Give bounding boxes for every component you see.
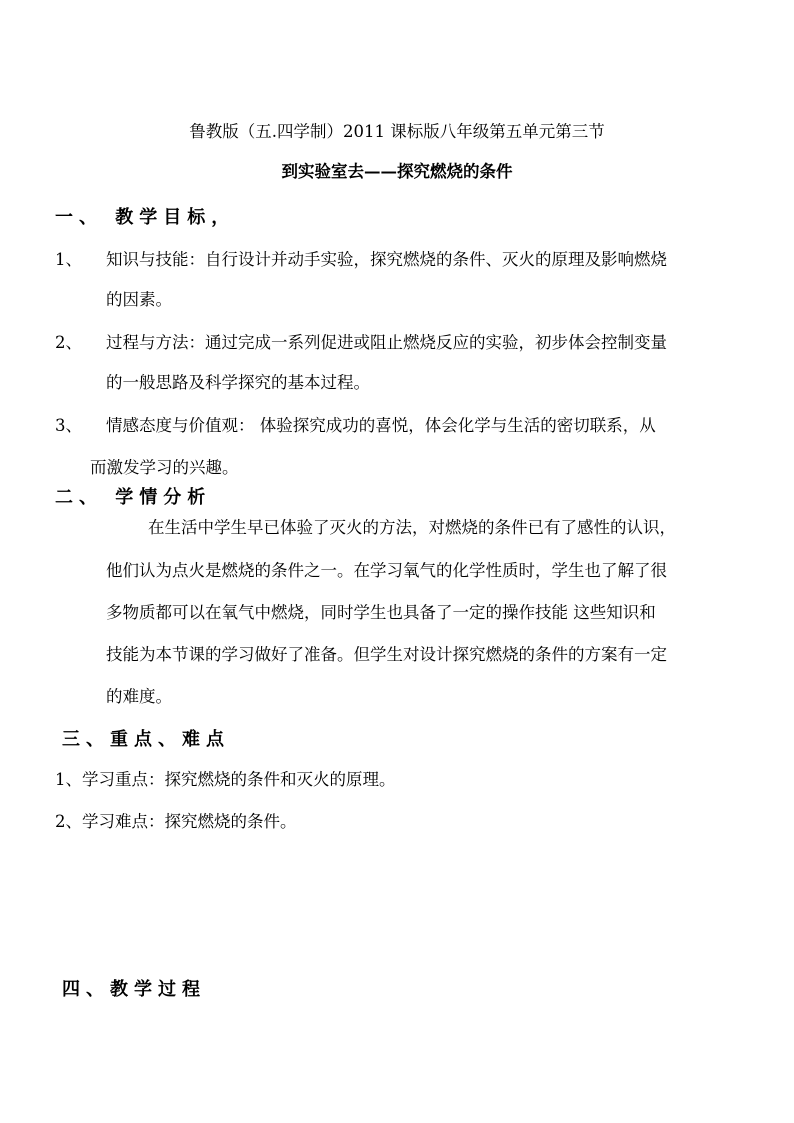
section1-item2-line1: 过程与方法：通过完成一系列促进或阻止燃烧反应的实验，初步体会控制变量 xyxy=(106,333,667,352)
section4-heading: 四、教学过程 xyxy=(62,979,206,1000)
section1-item3-number: 3、 xyxy=(55,416,82,435)
document-title: 到实验室去——探究燃烧的条件 xyxy=(281,162,513,181)
section3-item2: 2、学习难点：探究燃烧的条件。 xyxy=(55,812,297,831)
section2-line5: 的难度。 xyxy=(106,687,172,706)
section1-item1-line2: 的因素。 xyxy=(106,290,172,309)
section2-line1: 在生活中学生早已体验了灭火的方法，对燃烧的条件已有了感性的认识， xyxy=(148,518,676,537)
section3-heading: 三、重点、难点 xyxy=(62,729,230,750)
section1-item1-line1: 知识与技能：自行设计并动手实验，探究燃烧的条件、灭火的原理及影响燃烧 xyxy=(106,250,667,269)
section1-item3-line1: 情感态度与价值观： 体验探究成功的喜悦，体会化学与生活的密切联系，从 xyxy=(106,416,656,435)
section1-item2-line2: 的一般思路及科学探究的基本过程。 xyxy=(106,373,370,392)
section2-line4: 技能为本节课的学习做好了准备。但学生对设计探究燃烧的条件的方案有一定 xyxy=(106,645,667,664)
section2-heading: 二、 学情分析 xyxy=(55,487,212,508)
section2-line3: 多物质都可以在氧气中燃烧，同时学生也具备了一定的操作技能 这些知识和 xyxy=(106,603,656,622)
section3-item1: 1、学习重点：探究燃烧的条件和灭火的原理。 xyxy=(55,770,396,789)
section1-item1-number: 1、 xyxy=(55,250,82,269)
document-subtitle: 鲁教版（五.四学制）2011 课标版八年级第五单元第三节 xyxy=(189,122,605,141)
section1-heading: 一、 教学目标， xyxy=(55,207,236,228)
section1-item2-number: 2、 xyxy=(55,333,82,352)
section2-line2: 他们认为点火是燃烧的条件之一。在学习氧气的化学性质时，学生也了解了很 xyxy=(106,561,667,580)
section1-item3-line2: 而激发学习的兴趣。 xyxy=(90,458,239,477)
